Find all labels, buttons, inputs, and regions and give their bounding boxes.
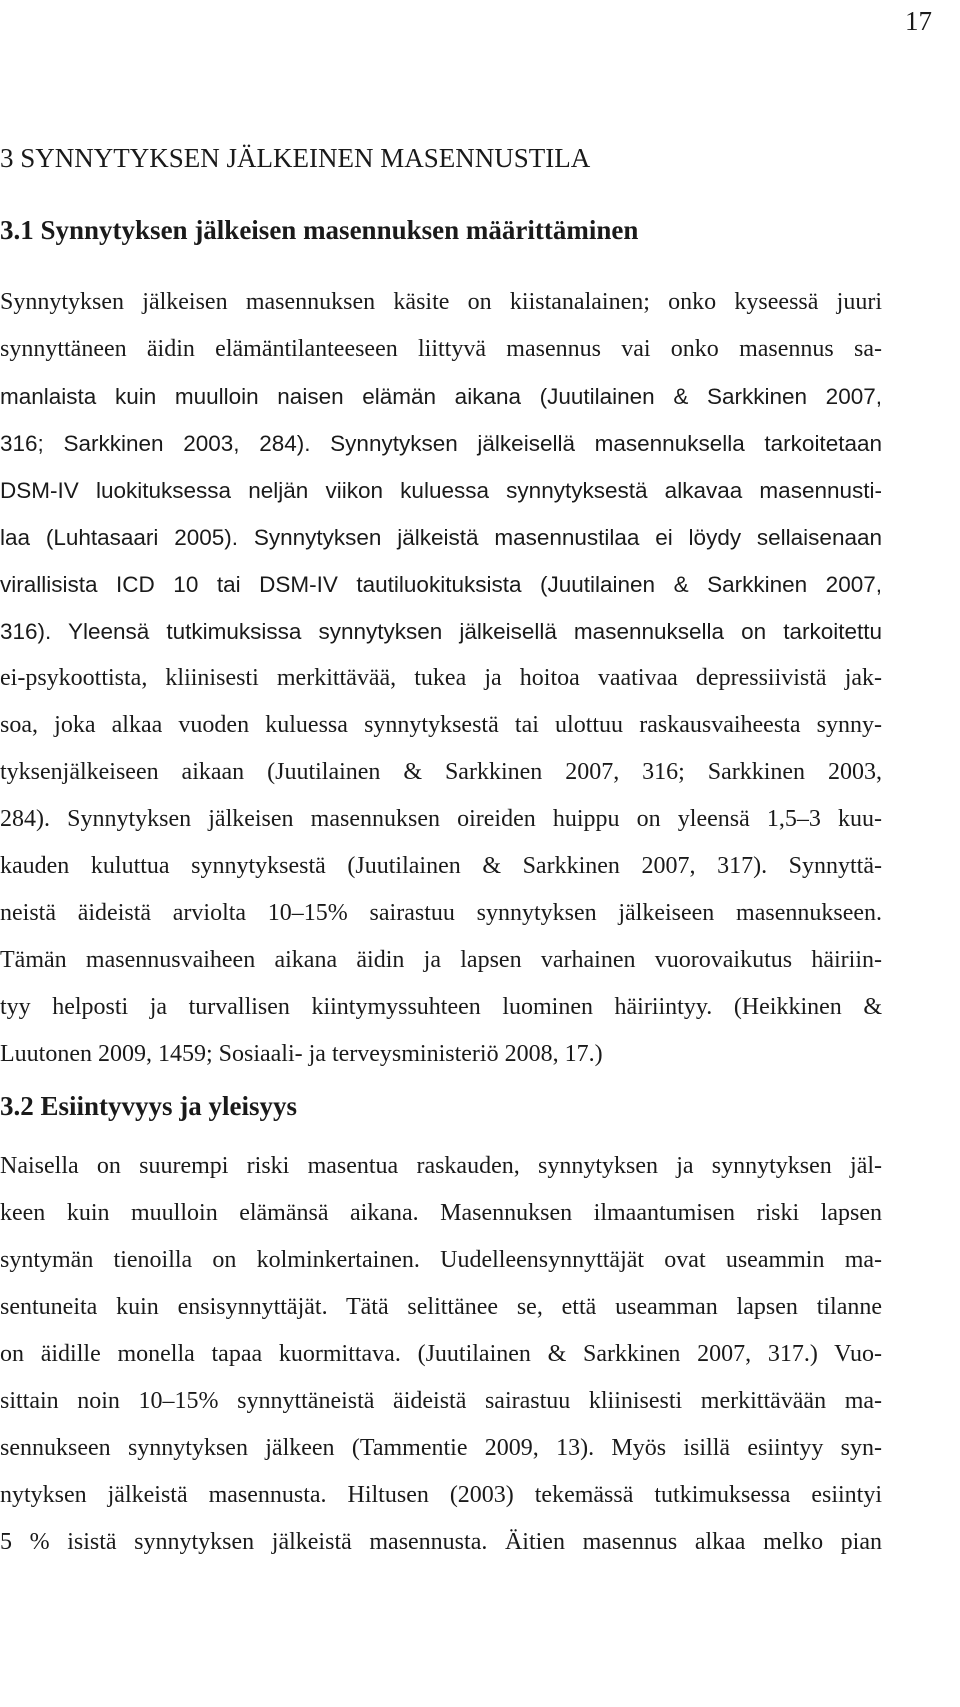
paragraph-line: tyksenjälkeiseen aikaan (Juutilainen & Sarkkinen 2007, 316; Sarkkinen 2003, [0, 759, 882, 785]
paragraph-line: ei-psykoottista, kliinisesti merkittävää, tukea ja hoitoa vaativaa depressiivistä jak- [0, 665, 882, 691]
paragraph-line: Luutonen 2009, 1459; Sosiaali- ja terveysministeriö 2008, 17.) [0, 1041, 603, 1067]
paragraph-line: 316). Yleensä tutkimuksissa synnytyksen jälkeisellä masennuksella on tarkoitettu [0, 619, 882, 644]
paragraph-line: Tämän masennusvaiheen aikana äidin ja lapsen varhainen vuorovaikutus häiriin- [0, 947, 882, 973]
paragraph-line: soa, joka alkaa vuoden kuluessa synnytyksestä tai ulottuu raskausvaiheesta synny- [0, 712, 882, 738]
paragraph-line: virallisista ICD 10 tai DSM-IV tautiluokituksista (Juutilainen & Sarkkinen 2007, [0, 572, 882, 597]
paragraph-line: 5 % isistä synnytyksen jälkeistä masennusta. Äitien masennus alkaa melko pian [0, 1529, 882, 1555]
paragraph-line: Naisella on suurempi riski masentua raskauden, synnytyksen ja synnytyksen jäl- [0, 1153, 882, 1179]
section-title: 3.2 Esiintyvyys ja yleisyys [0, 1091, 298, 1121]
paragraph-line: syntymän tienoilla on kolminkertainen. Uudelleensynnyttäjät ovat useammin ma- [0, 1247, 882, 1273]
paragraph-line: neistä äideistä arviolta 10–15% sairastuu synnytyksen jälkeiseen masennukseen. [0, 900, 882, 926]
section-paragraph [0, 1143, 882, 1566]
paragraph-line: DSM-IV luokituksessa neljän viikon kuluessa synnytyksestä alkavaa masennusti- [0, 478, 882, 503]
page-number: 17 [905, 6, 932, 36]
section-title: 3.1 Synnytyksen jälkeisen masennuksen määrittäminen [0, 215, 639, 245]
paragraph-line: sentuneita kuin ensisynnyttäjät. Tätä selittänee se, että useamman lapsen tilanne [0, 1294, 882, 1320]
paragraph-line: manlaista kuin muulloin naisen elämän aikana (Juutilainen & Sarkkinen 2007, [0, 384, 882, 409]
paragraph-line: synnyttäneen äidin elämäntilanteeseen liittyvä masennus vai onko masennus sa- [0, 336, 882, 362]
paragraph-line: on äidille monella tapaa kuormittava. (Juutilainen & Sarkkinen 2007, 317.) Vuo- [0, 1341, 882, 1367]
paragraph-line: tyy helposti ja turvallisen kiintymyssuhteen luominen häiriintyy. (Heikkinen & [0, 994, 882, 1020]
paragraph-line: 316; Sarkkinen 2003, 284). Synnytyksen jälkeisellä masennuksella tarkoitetaan [0, 431, 882, 456]
chapter-title: 3 SYNNYTYKSEN JÄLKEINEN MASENNUSTILA [0, 143, 591, 173]
section-paragraph [0, 279, 882, 1078]
paragraph-line: sittain noin 10–15% synnyttäneistä äideistä sairastuu kliinisesti merkittävään ma- [0, 1388, 882, 1414]
paragraph-line: keen kuin muulloin elämänsä aikana. Masennuksen ilmaantumisen riski lapsen [0, 1200, 882, 1226]
paragraph-line: Synnytyksen jälkeisen masennuksen käsite on kiistanalainen; onko kyseessä juuri [0, 289, 882, 315]
paragraph-line: kauden kuluttua synnytyksestä (Juutilainen & Sarkkinen 2007, 317). Synnyttä- [0, 853, 882, 879]
paragraph-line: laa (Luhtasaari 2005). Synnytyksen jälkeistä masennustilaa ei löydy sellaisenaan [0, 525, 882, 550]
paragraph-line: 284). Synnytyksen jälkeisen masennuksen oireiden huippu on yleensä 1,5–3 kuu- [0, 806, 882, 832]
paragraph-line: nytyksen jälkeistä masennusta. Hiltusen (2003) tekemässä tutkimuksessa esiintyi [0, 1482, 882, 1508]
paragraph-line: sennukseen synnytyksen jälkeen (Tammentie 2009, 13). Myös isillä esiintyy syn- [0, 1435, 882, 1461]
